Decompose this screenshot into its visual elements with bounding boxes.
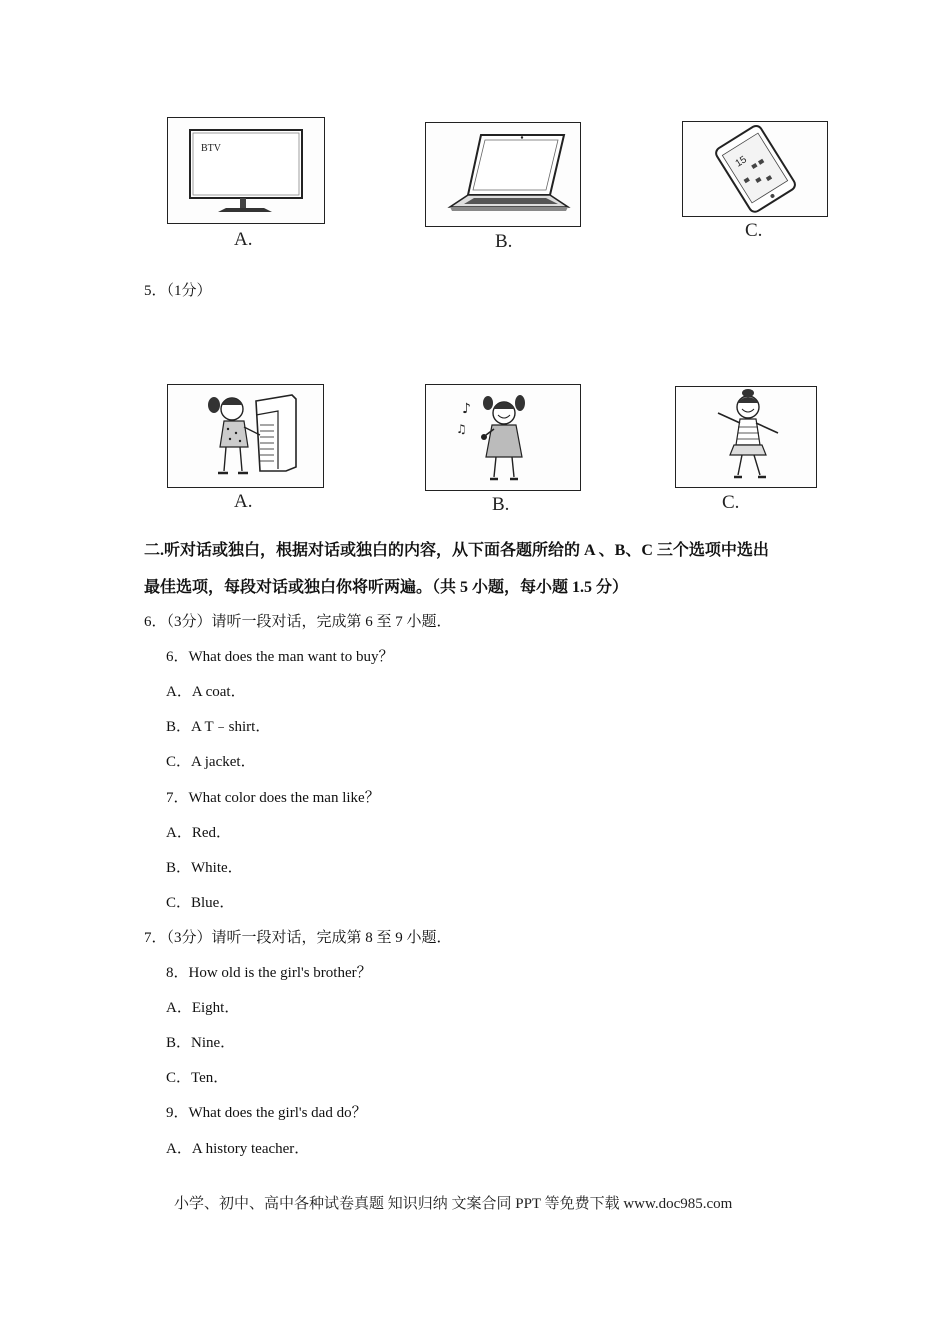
sub8-option-c: C．Ten． bbox=[166, 1070, 229, 1086]
svg-text:♫: ♫ bbox=[456, 422, 467, 436]
sub7-option-c: C．Blue． bbox=[166, 895, 235, 911]
section2-heading-line2: 最佳选项，每段对话或独白你将听两遍。（共 5 小题，每小题 1.5 分） bbox=[144, 579, 629, 596]
sub6-option-b: B．A T﹣shirt． bbox=[166, 719, 271, 735]
sub6-option-c: C．A jacket． bbox=[166, 754, 256, 770]
option-a-label: A. bbox=[234, 491, 253, 512]
option-c-dancing-girl-picture bbox=[675, 386, 817, 488]
q5-title: 5．（1分） bbox=[144, 283, 212, 299]
tv-screen-text: BTV bbox=[201, 143, 221, 154]
option-a-label: A. bbox=[234, 229, 253, 250]
svg-text:15: 15 bbox=[733, 154, 749, 170]
sub-question-6: 6．What does the man want to buy？ bbox=[166, 649, 394, 665]
page-footer: 小学、初中、高中各种试卷真题 知识归纳 文案合同 PPT 等免费下载 www.doc985.com bbox=[174, 1196, 733, 1212]
option-b-label: B. bbox=[492, 494, 510, 515]
option-b-label: B. bbox=[495, 231, 513, 252]
sub-question-9: 9．What does the girl's dad do？ bbox=[166, 1105, 367, 1121]
sub8-option-a: A．Eight． bbox=[166, 1000, 240, 1016]
option-a-piano-girl-picture bbox=[167, 384, 324, 488]
sub7-option-b: B．White． bbox=[166, 860, 243, 876]
option-c-label: C. bbox=[722, 492, 740, 513]
section2-heading-line1: 二.听对话或独白，根据对话或独白的内容，从下面各题所给的 A 、B、C 三个选项中选出 bbox=[144, 542, 769, 559]
option-c-label: C. bbox=[745, 220, 763, 241]
option-c-phone-picture bbox=[682, 121, 828, 217]
sub-question-8: 8．How old is the girl's brother？ bbox=[166, 965, 372, 981]
option-b-singing-girl-picture bbox=[425, 384, 581, 491]
sub6-option-a: A．A coat． bbox=[166, 684, 246, 700]
option-a-tv-picture bbox=[167, 117, 325, 224]
option-b-laptop-picture bbox=[425, 122, 581, 227]
q6-intro: 6．（3分）请听一段对话，完成第 6 至 7 小题． bbox=[144, 614, 452, 630]
svg-text:♪: ♪ bbox=[462, 401, 471, 417]
sub7-option-a: A．Red． bbox=[166, 825, 231, 841]
sub8-option-b: B．Nine． bbox=[166, 1035, 236, 1051]
sub9-option-a: A．A history teacher． bbox=[166, 1141, 310, 1157]
q7-intro: 7．（3分）请听一段对话，完成第 8 至 9 小题． bbox=[144, 930, 452, 946]
sub-question-7: 7．What color does the man like？ bbox=[166, 790, 380, 806]
